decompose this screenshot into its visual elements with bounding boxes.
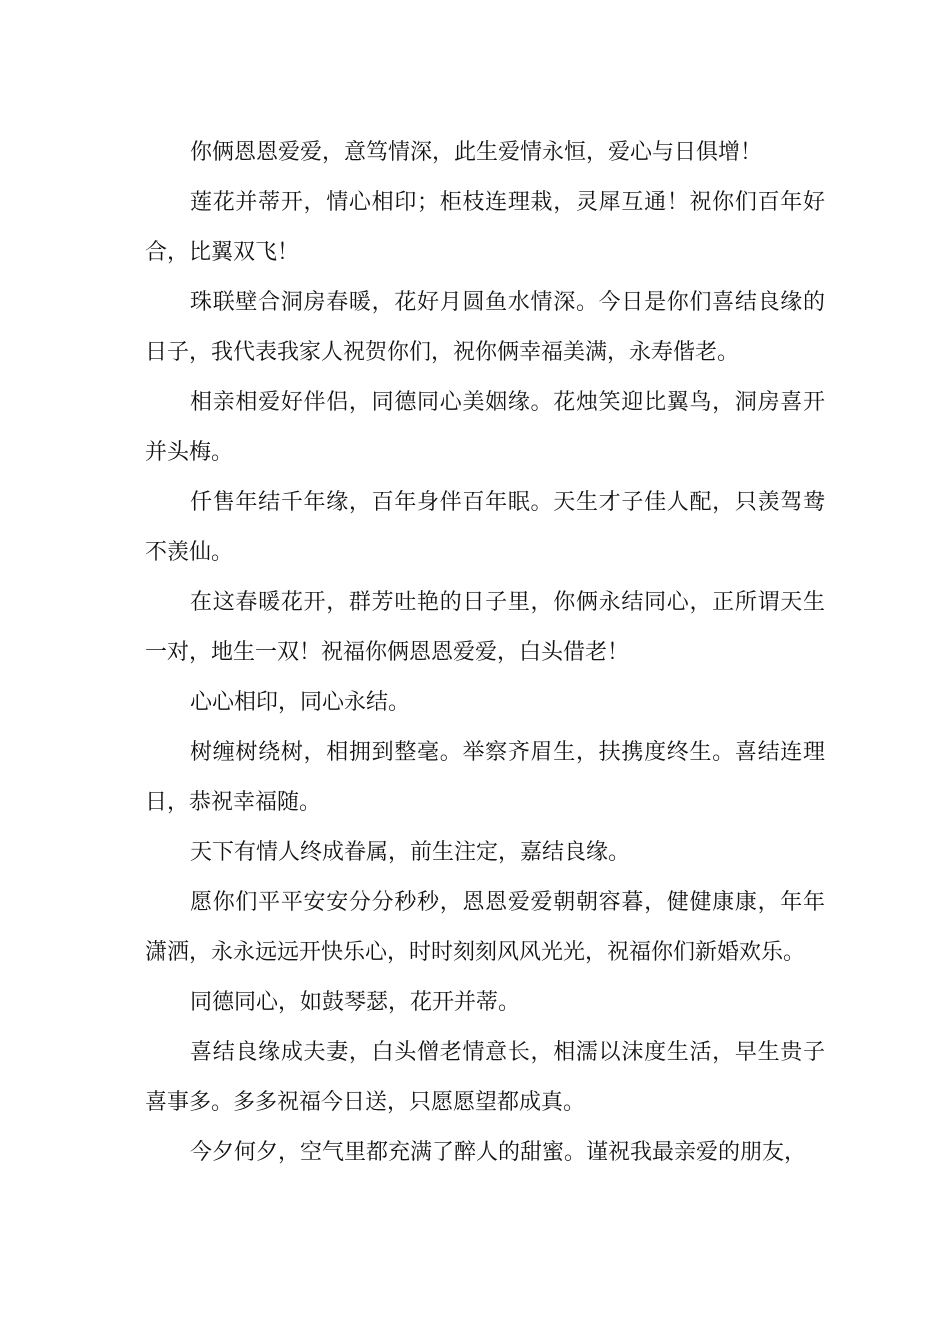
paragraph: 莲花并蒂开，情心相印；柜枝连理栽，灵犀互通！祝你们百年好合，比翼双飞！ — [145, 190, 825, 265]
paragraph: 仟售年结千年缘，百年身伴百年眠。天生才子佳人配，只羡驾鸯不羡仙。 — [145, 490, 825, 565]
paragraph: 树缠树绕树，相拥到整毫。举察齐眉生，扶携度终生。喜结连理日，恭祝幸福随。 — [145, 740, 825, 815]
paragraph: 珠联壁合洞房春暖，花好月圆鱼水情深。今日是你们喜结良缘的日子，我代表我家人祝贺你们，祝你俩幸福美满，永寿偕老。 — [145, 290, 825, 365]
paragraph: 今夕何夕，空气里都充满了醉人的甜蜜。谨祝我最亲爱的朋友， — [190, 1140, 807, 1165]
paragraph: 同德同心，如鼓琴瑟，花开并蒂。 — [190, 990, 521, 1015]
paragraph: 在这春暖花开，群芳吐艳的日子里，你俩永结同心，正所谓天生一对，地生一双！祝福你俩恩恩爱爱，白头借老！ — [145, 590, 825, 665]
paragraph: 喜结良缘成夫妻，白头僧老情意长，相濡以沫度生活，早生贵子喜事多。多多祝福今日送，只愿愿望都成真。 — [145, 1040, 825, 1115]
paragraph: 心心相印，同心永结。 — [190, 690, 411, 715]
document-body — [145, 128, 825, 1178]
paragraph: 天下有情人终成眷属，前生注定，嘉结良缘。 — [190, 840, 631, 865]
paragraph: 相亲相爱好伴侣，同德同心美姻缘。花烛笑迎比翼鸟，洞房喜开并头梅。 — [145, 390, 825, 465]
paragraph: 你俩恩恩爱爱，意笃情深，此生爱情永恒，爱心与日俱增！ — [190, 140, 763, 165]
paragraph: 愿你们平平安安分分秒秒，恩恩爱爱朝朝容暮，健健康康，年年潇洒，永永远远开快乐心，时时刻刻风风光光，祝福你们新婚欢乐。 — [145, 890, 825, 965]
